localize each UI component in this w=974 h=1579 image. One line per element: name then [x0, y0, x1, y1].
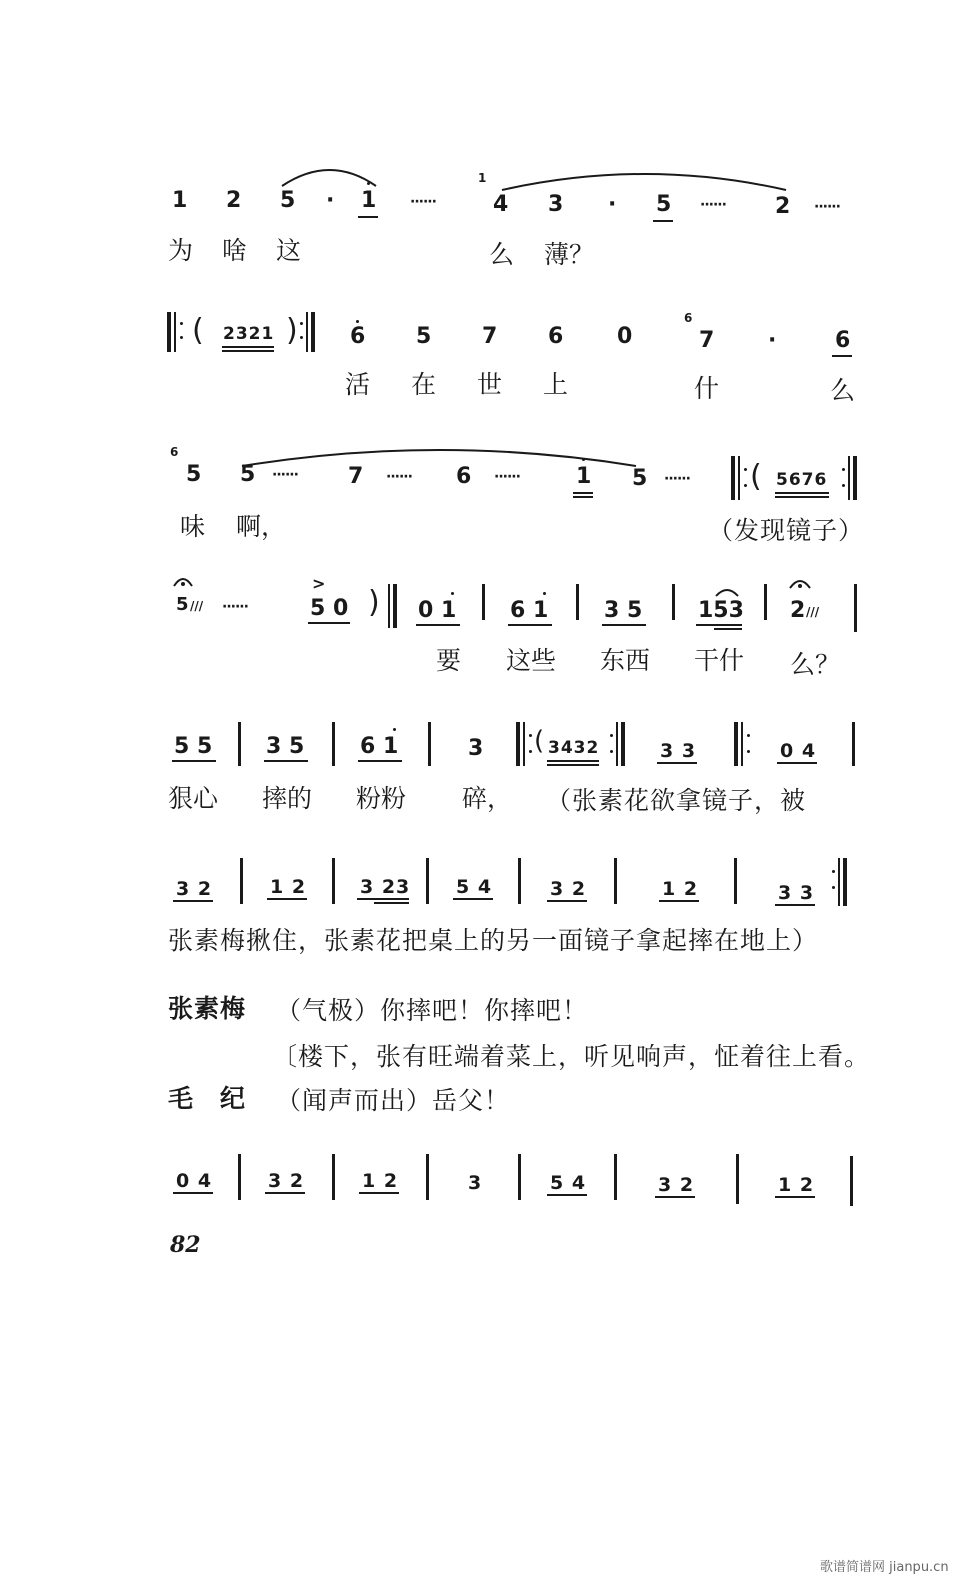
fermata	[788, 576, 812, 590]
high-dot	[393, 728, 396, 731]
note: 3	[468, 1172, 483, 1194]
paren: )	[286, 313, 298, 348]
lyric: 干什	[694, 646, 745, 675]
repeat-dot	[180, 336, 183, 339]
note-group: 1 2	[778, 1174, 815, 1196]
lyric: 在	[411, 370, 437, 399]
underline	[265, 1192, 305, 1194]
underline	[547, 760, 599, 762]
repeat-dot	[300, 336, 303, 339]
lyric: 这些	[506, 646, 557, 675]
underline	[657, 762, 697, 764]
grace-note: 1	[478, 171, 487, 185]
extension-dots: ······	[386, 469, 412, 485]
paren: (	[192, 313, 204, 348]
note: 6	[456, 464, 472, 489]
stage-direction: （张素花欲拿镜子，被	[546, 786, 807, 815]
repeat-bar	[306, 312, 308, 352]
repeat-dot	[180, 322, 183, 325]
bar-line	[734, 858, 737, 904]
lyric: 上	[543, 370, 569, 399]
underline	[655, 1196, 695, 1198]
high-dot	[543, 592, 546, 595]
repeat-bar	[848, 456, 850, 500]
repeat-bar	[738, 456, 740, 500]
note-group: 0 4	[176, 1170, 213, 1192]
repeat-bar	[167, 312, 171, 352]
fermata	[172, 574, 194, 588]
note: 0	[617, 324, 633, 349]
bar-line	[518, 858, 521, 904]
lyric: 么	[830, 376, 856, 405]
stage-direction: 张素梅揪住，张素花把桌上的另一面镜子拿起摔在地上）	[168, 926, 819, 955]
note-group: 1 2	[662, 878, 699, 900]
repeat-dot	[832, 870, 835, 873]
bar-line	[332, 1154, 335, 1200]
note: 6	[350, 324, 366, 349]
bar-line	[238, 1154, 241, 1200]
bar-line	[332, 858, 335, 904]
underline	[222, 346, 274, 348]
paren: (	[750, 459, 762, 494]
note-group: 3 5	[266, 734, 305, 759]
note: 5	[240, 462, 256, 487]
repeat-bar	[853, 456, 857, 500]
speaker-name: 毛 纪	[168, 1084, 247, 1113]
extension-dots: ······	[814, 199, 840, 215]
bar-line	[332, 722, 335, 766]
repeat-dot	[529, 750, 532, 753]
underline	[777, 762, 817, 764]
lyric: 东西	[600, 646, 651, 675]
underline	[267, 898, 307, 900]
note-group: 3 5	[604, 598, 643, 623]
lyric: 世	[477, 370, 503, 399]
bar-line	[576, 584, 579, 620]
bar-line	[240, 858, 243, 904]
dot: ·	[768, 328, 777, 353]
note: 5	[656, 192, 672, 217]
underline	[172, 760, 216, 762]
extension-dots: ······	[700, 197, 726, 213]
bar-line	[518, 1154, 521, 1200]
note-group: 1 2	[362, 1170, 399, 1192]
note-group: 3 2	[176, 878, 213, 900]
slur	[500, 166, 790, 196]
lyric: 要	[436, 646, 462, 675]
lyric: 味	[180, 512, 206, 541]
underline	[775, 492, 829, 494]
bar-line	[850, 1156, 853, 1206]
note: 6	[548, 324, 564, 349]
bar-line	[426, 1154, 429, 1200]
bar-line	[426, 858, 429, 904]
repeat-bar	[843, 858, 847, 906]
note-group: 3 3	[660, 740, 697, 762]
extension-dots: ······	[410, 194, 436, 210]
note-group: 3432	[548, 738, 600, 758]
bar-line	[238, 722, 241, 766]
underline	[453, 898, 493, 900]
note-group: 6 1	[510, 598, 549, 623]
underline	[308, 622, 350, 624]
repeat-bar	[621, 722, 625, 766]
underline	[832, 355, 852, 357]
underline	[173, 1192, 213, 1194]
note-group: 3 2	[268, 1170, 305, 1192]
dot: ·	[326, 188, 335, 213]
note: 5	[186, 462, 202, 487]
underline	[222, 350, 274, 352]
repeat-bar	[311, 312, 315, 352]
underline	[547, 900, 587, 902]
tremolo: ///	[806, 605, 820, 619]
dot: ·	[608, 192, 617, 217]
dialogue-text: （闻声而出）岳父！	[276, 1086, 511, 1115]
note-group: 5 0	[310, 596, 349, 621]
repeat-bar	[741, 722, 743, 766]
repeat-bar	[516, 722, 520, 766]
underline	[573, 492, 593, 494]
lyric: 什	[694, 374, 720, 403]
lyric: 啥	[222, 236, 248, 265]
underline	[714, 628, 742, 630]
repeat-dot	[832, 886, 835, 889]
page-number: 82	[170, 1232, 201, 1258]
underline	[359, 1192, 399, 1194]
repeat-bar	[731, 456, 735, 500]
repeat-dot	[747, 750, 750, 753]
high-dot	[451, 592, 454, 595]
bar-line	[852, 722, 855, 766]
underline	[173, 900, 213, 902]
lyric: 么	[489, 240, 515, 269]
underline	[357, 898, 409, 900]
note-group: 153	[698, 598, 744, 623]
note-group: 3 2	[658, 1174, 695, 1196]
note: 1	[576, 464, 592, 489]
underline	[573, 496, 593, 498]
high-dot	[356, 320, 359, 323]
note: 7	[482, 324, 498, 349]
note: 3	[468, 736, 484, 761]
paren: (	[534, 726, 545, 756]
lyric: 活	[345, 370, 371, 399]
tremolo: ///	[190, 599, 204, 613]
lyric: 为	[168, 236, 194, 265]
note: 6	[835, 328, 851, 353]
repeat-bar	[523, 722, 525, 766]
bar-line	[854, 584, 857, 632]
underline	[508, 624, 552, 626]
bar-line	[736, 1154, 739, 1204]
note-group: 6 1	[360, 734, 399, 759]
note: 5	[176, 594, 189, 615]
lyric: 么？	[790, 650, 841, 679]
repeat-dot	[747, 734, 750, 737]
speaker-name: 张素梅	[168, 994, 247, 1023]
note: 7	[348, 464, 364, 489]
repeat-bar	[734, 722, 738, 766]
note-group: 3 3	[778, 882, 815, 904]
slur	[280, 160, 380, 190]
bar-line	[614, 858, 617, 904]
note-group: 5 5	[174, 734, 213, 759]
bar-line	[482, 584, 485, 620]
underline	[547, 764, 599, 766]
bar-line	[428, 722, 431, 766]
note: 1	[172, 188, 188, 213]
note-group: 5 4	[550, 1172, 587, 1194]
repeat-dot	[610, 750, 613, 753]
underline	[653, 220, 673, 222]
repeat-dot	[744, 484, 747, 487]
underline	[602, 624, 646, 626]
note: 4	[493, 192, 509, 217]
repeat-dot	[842, 468, 845, 471]
extension-dots: ······	[222, 599, 248, 615]
watermark: 歌谱简谱网 jianpu.cn	[820, 1560, 949, 1575]
slur	[240, 444, 640, 470]
note: 7	[699, 328, 715, 353]
note-group: 3 2	[550, 878, 587, 900]
note-group: 3 23	[360, 876, 411, 898]
dialogue-text: （气极）你摔吧！你摔吧！	[276, 996, 589, 1025]
underline	[775, 1196, 815, 1198]
repeat-dot	[842, 484, 845, 487]
repeat-dot	[529, 734, 532, 737]
underline	[358, 760, 402, 762]
underline	[416, 624, 460, 626]
lyric: 薄？	[544, 240, 595, 269]
lyric: 碎，	[462, 784, 513, 813]
extension-dots: ······	[494, 469, 520, 485]
note-group: 5 4	[456, 876, 493, 898]
slur	[714, 586, 740, 598]
repeat-bar	[174, 312, 176, 352]
bar-line	[764, 584, 767, 620]
note-group: 0 4	[780, 740, 817, 762]
repeat-dot	[300, 322, 303, 325]
note-group: 2321	[223, 324, 275, 344]
accent: >	[312, 574, 326, 593]
note: 1	[361, 188, 377, 213]
note: 3	[548, 192, 564, 217]
underline	[547, 1194, 587, 1196]
stage-direction: 〔楼下，张有旺端着菜上，听见响声，怔着往上看。	[272, 1042, 871, 1071]
repeat-dot	[610, 734, 613, 737]
note: 5	[416, 324, 432, 349]
underline	[696, 624, 742, 626]
underline	[659, 900, 699, 902]
note: 5	[280, 188, 296, 213]
note: 2	[790, 598, 806, 623]
lyric: 粉粉	[356, 784, 407, 813]
grace-note: 6	[170, 445, 179, 459]
note: 2	[226, 188, 242, 213]
stage-direction: （发现镜子）	[708, 516, 865, 545]
note-group: 0 1	[418, 598, 457, 623]
lyric: 摔的	[262, 784, 313, 813]
underline	[358, 216, 378, 218]
extension-dots: ······	[272, 467, 298, 483]
bar-line	[388, 584, 390, 628]
note: 2	[775, 194, 791, 219]
paren: )	[368, 585, 380, 620]
repeat-bar	[838, 858, 840, 906]
repeat-bar	[616, 722, 618, 766]
note: 5	[632, 466, 648, 491]
grace-note: 6	[684, 311, 693, 325]
underline	[775, 496, 829, 498]
repeat-dot	[744, 468, 747, 471]
lyric: 狠心	[168, 784, 219, 813]
note-group: 5676	[776, 470, 828, 490]
extension-dots: ······	[664, 471, 690, 487]
bar-line	[393, 584, 397, 628]
lyric: 啊，	[236, 512, 287, 541]
underline	[775, 904, 815, 906]
underline	[264, 760, 308, 762]
note-group: 1 2	[270, 876, 307, 898]
bar-line	[614, 1154, 617, 1200]
lyric: 这	[276, 236, 302, 265]
underline	[374, 902, 409, 904]
bar-line	[672, 584, 675, 620]
